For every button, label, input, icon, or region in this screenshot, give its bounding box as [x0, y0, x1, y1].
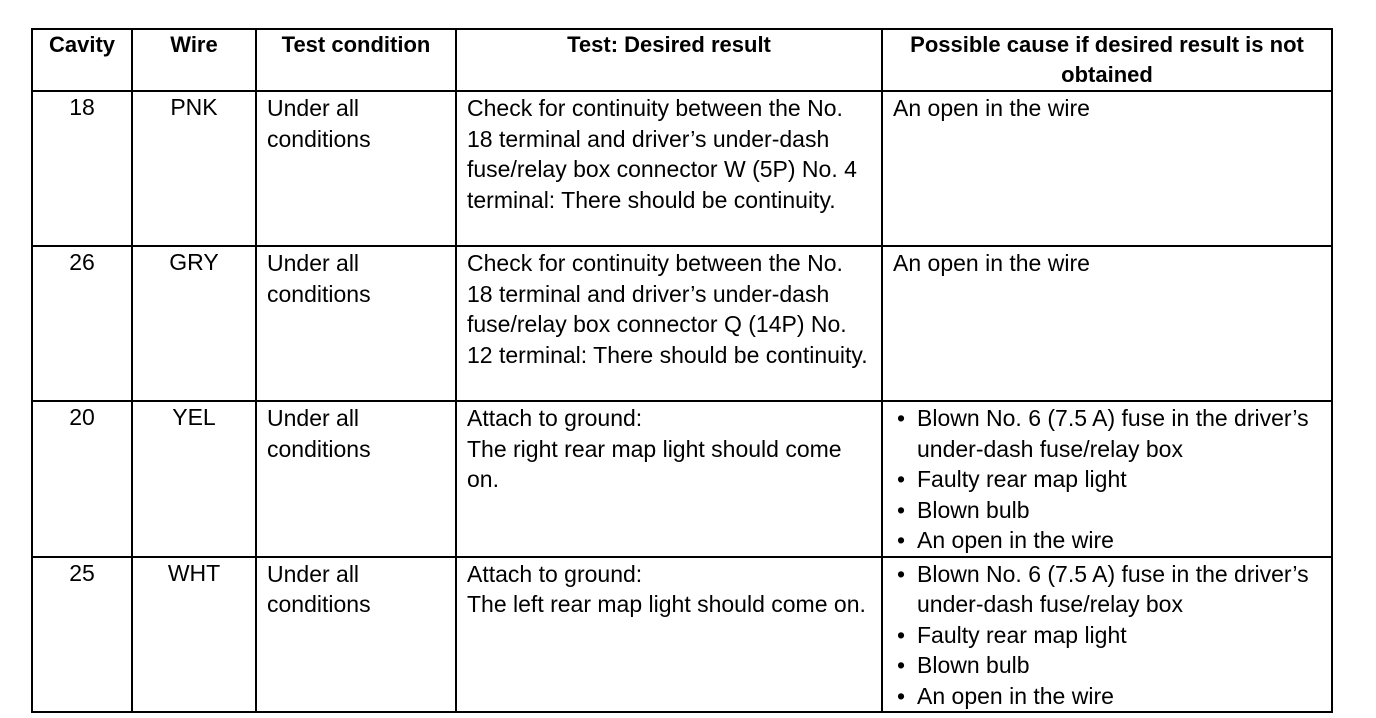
wire-cell: YEL: [132, 401, 256, 557]
test-table: [31, 28, 1333, 713]
table-row: [32, 91, 1332, 246]
result-line: The right rear map light should come on.: [467, 435, 842, 492]
result-line: Attach to ground:: [467, 405, 643, 431]
condition-cell: Under all conditions: [256, 246, 456, 401]
cavity-cell: 25: [32, 557, 132, 713]
table-row: [32, 246, 1332, 401]
condition-cell: Under all conditions: [256, 557, 456, 713]
wire-cell: WHT: [132, 557, 256, 713]
cause-text: An open in the wire: [893, 250, 1090, 276]
cause-list-item: • An open in the wire: [893, 525, 1321, 556]
result-cell: [456, 401, 882, 557]
wire-cell: PNK: [132, 91, 256, 246]
result-cell: Check for continuity between the No. 18 terminal and driver’s under-dash fuse/relay box connector W (5P) No. 4 terminal: There should be continuity.: [456, 91, 882, 246]
cavity-cell: 18: [32, 91, 132, 246]
header-wire: Wire: [132, 29, 256, 91]
header-possible-cause: Possible cause if desired result is not obtained: [882, 29, 1332, 91]
cause-list-item: • Blown No. 6 (7.5 A) fuse in the driver’s under-dash fuse/relay box: [893, 559, 1321, 620]
cause-list-item: • Blown No. 6 (7.5 A) fuse in the driver’s under-dash fuse/relay box: [893, 403, 1321, 464]
header-test-condition: Test condition: [256, 29, 456, 91]
header-desired-result: Test: Desired result: [456, 29, 882, 91]
header-row: [32, 29, 1332, 91]
wire-cell: GRY: [132, 246, 256, 401]
cause-cell: [882, 557, 1332, 713]
result-cell: [456, 557, 882, 713]
table-row: [32, 401, 1332, 557]
cavity-cell: 26: [32, 246, 132, 401]
cause-list-item: • Faulty rear map light: [893, 620, 1321, 651]
cause-list-item: • An open in the wire: [893, 681, 1321, 712]
cause-cell: [882, 246, 1332, 401]
cause-list: [893, 559, 1321, 712]
cause-cell: [882, 91, 1332, 246]
table-row: [32, 557, 1332, 713]
condition-cell: Under all conditions: [256, 91, 456, 246]
cause-list: [893, 403, 1321, 556]
cause-cell: [882, 401, 1332, 557]
result-line: Attach to ground:: [467, 560, 643, 587]
cause-list-item: • Faulty rear map light: [893, 464, 1321, 495]
result-line: The left rear map light should come on.: [467, 591, 866, 617]
cavity-cell: 20: [32, 401, 132, 557]
cause-list-item: • Blown bulb: [893, 650, 1321, 681]
condition-cell: Under all conditions: [256, 401, 456, 557]
cause-text: An open in the wire: [893, 95, 1090, 121]
cause-list-item: • Blown bulb: [893, 495, 1321, 526]
header-cavity: Cavity: [32, 29, 132, 91]
result-cell: Check for continuity between the No. 18 terminal and driver’s under-dash fuse/relay box connector Q (14P) No. 12 terminal: There should be continuity.: [456, 246, 882, 401]
